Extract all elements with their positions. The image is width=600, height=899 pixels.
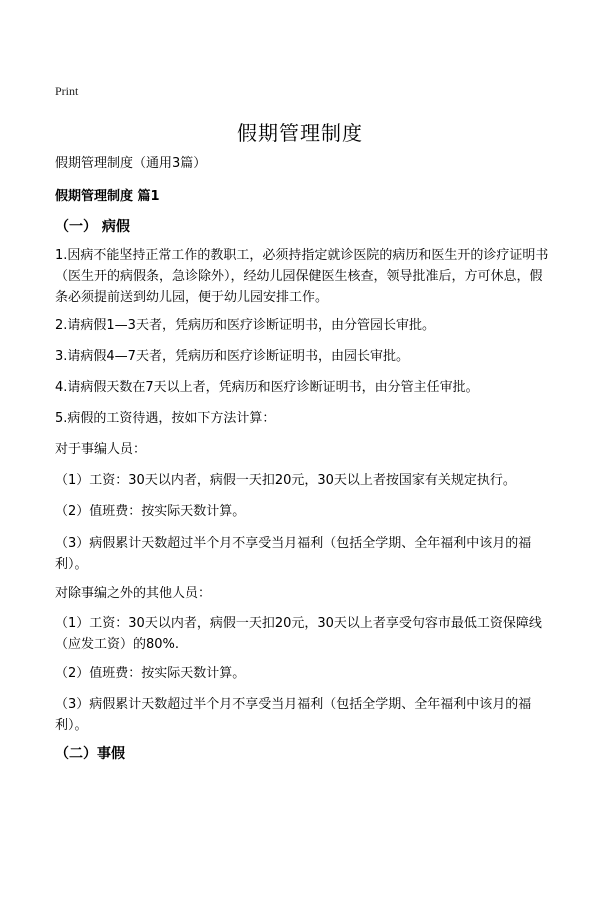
paragraph-5: 5.病假的工资待遇，按如下方法计算： xyxy=(55,411,276,426)
staff-a-item-2: （2）值班费：按实际天数计算。 xyxy=(55,504,246,519)
section-heading-personal-leave: （二）事假 xyxy=(55,746,125,762)
staff-group-b-label: 对除事编之外的其他人员： xyxy=(55,586,212,601)
document-title: 假期管理制度 xyxy=(237,121,363,145)
paragraph-4: 4.请病假天数在7天以上者，凭病历和医疗诊断证明书，由分管主任审批。 xyxy=(55,380,479,395)
staff-a-item-1: （1）工资：30天以内者，病假一天扣20元，30天以上者按国家有关规定执行。 xyxy=(55,473,516,488)
staff-group-a-label: 对于事编人员： xyxy=(55,442,147,457)
document-subtitle: 假期管理制度（通用3篇） xyxy=(55,156,207,171)
print-label: Print xyxy=(55,84,79,98)
article-heading: 假期管理制度 篇1 xyxy=(55,189,160,204)
staff-b-item-2: （2）值班费：按实际天数计算。 xyxy=(55,666,246,681)
section-heading-sick-leave: （一） 病假 xyxy=(55,219,130,235)
staff-b-item-3: （3）病假累计天数超过半个月不享受当月福利（包括全学期、全年福利中该月的福利）。 xyxy=(55,697,532,733)
paragraph-3: 3.请病假4—7天者，凭病历和医疗诊断证明书，由园长审批。 xyxy=(55,349,409,364)
staff-b-item-1: （1）工资：30天以内者，病假一天扣20元，30天以上者享受句容市最低工资保障线（应发工资）的80%. xyxy=(55,616,542,652)
paragraph-2: 2.请病假1—3天者，凭病历和医疗诊断证明书，由分管园长审批。 xyxy=(55,318,435,333)
paragraph-1: 1.因病不能坚持正常工作的教职工，必须持指定就诊医院的病历和医生开的诊疗证明书（医生开的病假条，急诊除外），经幼儿园保健医生核查，领导批准后，方可休息，假条必须提前送到幼儿园，便于幼儿园安排工作。 xyxy=(55,248,549,305)
staff-a-item-3: （3）病假累计天数超过半个月不享受当月福利（包括全学期、全年福利中该月的福利）。 xyxy=(55,536,532,572)
